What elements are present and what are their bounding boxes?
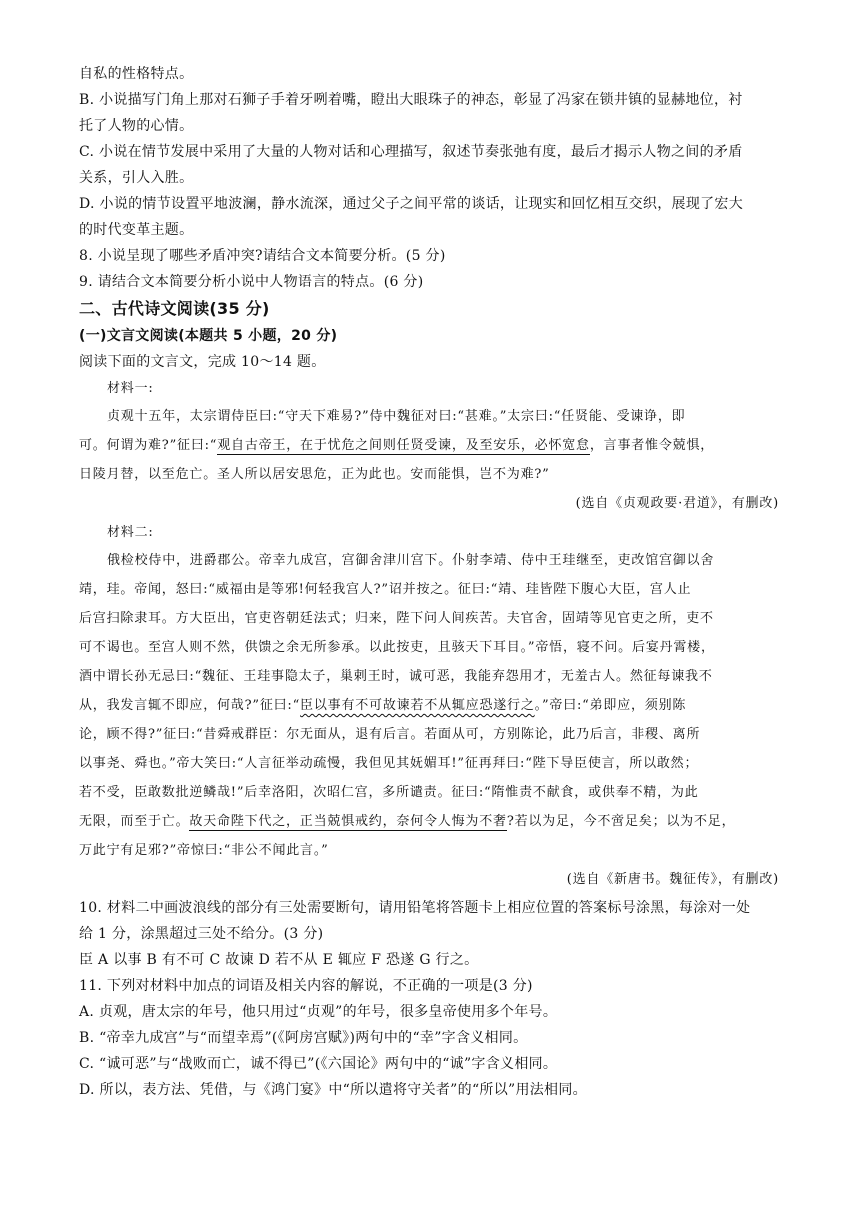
q7-option-a-tail: 自私的性格特点。 (79, 66, 194, 82)
question-10-options: 臣 A 以事 B 有不可 C 故谏 D 若不从 E 辄应 F 恐遂 G 行之。 (79, 952, 479, 968)
material-2-text: ?若以为足，今不啻足矣；以为不足， (506, 814, 736, 829)
question-9: 9. 请结合文本简要分析小说中人物语言的特点。(6 分) (79, 274, 424, 290)
material-2-line: 俄检校侍中，进爵郡公。帝幸九成宫，宫御舍津川宫下。仆射李靖、侍中王珪继至，吏改馆宫御以舍 (107, 553, 715, 568)
q7-option-c-line1: C. 小说在情节发展中采用了大量的人物对话和心理描写，叙述节奏张弛有度，最后才揭示人物之间的矛盾 (79, 144, 743, 160)
exam-page (79, 64, 781, 1106)
material-1-text: ，言事者惟令兢惧， (589, 438, 715, 453)
material-2-line: 万此宁有足邪?”帝惊曰:“非公不闻此言。” (79, 843, 329, 858)
material-2-line: 以事尧、舜也。”帝大笑曰:“人言征举动疏慢，我但见其妩媚耳!”征再拜曰:“陛下导臣使言，所以敢然； (79, 756, 699, 771)
question-11: 11. 下列对材料中加点的词语及相关内容的解说，不正确的一项是(3 分) (79, 978, 533, 994)
material-1-label: 材料一: (107, 381, 154, 396)
underlined-sentence: 观自古帝王，在于忧危之间则任贤受谏，及至安乐，必怀宽怠 (217, 438, 590, 453)
material-1-line (79, 435, 781, 464)
q7-option-d-line1: D. 小说的情节设置平地波澜，静水流深，通过父子之间平常的谈话，让现实和回忆相互交织，展现了宏大 (79, 196, 744, 212)
question-10-line2: 给 1 分，涂黑超过三处不给分。(3 分) (79, 926, 324, 942)
subsection-1-heading: (一)文言文阅读(本题共 5 小题，20 分) (79, 328, 338, 344)
material-2-line: 后宫扫除隶耳。方大臣出，官吏咨朝廷法式；归来，陛下问人间疾苦。夫官舍，固靖等见官吏之所，吏不 (79, 611, 714, 626)
q7-option-c-line2: 关系，引人入胜。 (79, 170, 194, 186)
q7-option-b-line1: B. 小说描写门角上那对石狮子手着牙咧着嘴，瞪出大眼珠子的神态，彰显了冯家在锁井镇的显赫地位，衬 (79, 92, 743, 108)
section-2-heading: 二、古代诗文阅读(35 分) (79, 299, 270, 318)
material-2-line: 论，顾不得?”征曰:“昔舜戒群臣：尔无面从，退有后言。若面从可，方别陈论，此乃后言，非稷、离所 (79, 727, 701, 742)
q11-option-b: B. “帝幸九成宫”与“而望幸焉”(《阿房宫赋》)两句中的“幸”字含义相同。 (79, 1030, 528, 1046)
wavy-underlined-sentence: 臣以事有不可故谏若不从辄应恐遂行之 (300, 698, 535, 713)
material-2-line (79, 695, 781, 724)
material-2-line (79, 811, 781, 840)
question-10-line1: 10. 材料二中画波浪线的部分有三处需要断句，请用铅笔将答题卡上相应位置的答案标号涂黑，每涂对一处 (79, 900, 751, 916)
q7-option-d-line2: 的时代变革主题。 (79, 222, 194, 238)
q11-option-d: D. 所以，表方法、凭借，与《鸿门宴》中“所以遣将守关者”的“所以”用法相同。 (79, 1082, 587, 1098)
material-2-label: 材料二: (107, 525, 154, 540)
material-1-line: 日陵月替，以至危亡。圣人所以居安思危，正为此也。安而能惧，岂不为难?” (79, 467, 550, 482)
material-1-line: 贞观十五年，太宗谓侍臣曰:“守天下难易?”侍中魏征对曰:“甚难。”太宗曰:“任贤能、受谏诤，即 (107, 409, 686, 424)
material-2-text: 。”帝曰:“弟即应，须别陈 (534, 698, 687, 713)
underlined-sentence: 故天命陛下代之，正当兢惧戒约，奈何令人悔为不奢 (189, 814, 507, 829)
q11-option-c: C. “诚可恶”与“战败而亡，诚不得已”(《六国论》两句中的“诚”字含义相同。 (79, 1056, 558, 1072)
material-2-text: 无限，而至于亡。 (79, 814, 190, 829)
material-2-line: 若不受，臣敢数批逆鳞哉!”后幸洛阳，次昭仁宫，多所谴责。征曰:“隋惟责不献食，或供奉不精，为此 (79, 785, 699, 800)
material-2-line: 可不谒也。至宫人则不然，供馈之余无所参承。以此按吏，且骇天下耳目。”帝悟，寝不问。后宴丹霄楼， (79, 640, 715, 655)
material-1-text: 可。何谓为难?”征曰:“ (79, 438, 218, 453)
q7-option-b-line2: 托了人物的心情。 (79, 118, 194, 134)
question-8: 8. 小说呈现了哪些矛盾冲突?请结合文本简要分析。(5 分) (79, 248, 446, 264)
material-2-source: (选自《新唐书。魏征传》，有删改) (566, 872, 779, 887)
q11-option-a: A. 贞观，唐太宗的年号，他只用过“贞观”的年号，很多皇帝使用多个年号。 (79, 1004, 558, 1020)
material-1-source: (选自《贞观政要·君道》，有删改) (575, 496, 779, 511)
material-2-line: 酒中谓长孙无忌曰:“魏征、王珪事隐太子，巢剌王时，诚可恶，我能弃怨用才，无羞古人。然征每谏我不 (79, 669, 713, 684)
reading-instruction: 阅读下面的文言文，完成 10～14 题。 (79, 354, 326, 370)
material-2-line: 靖，珪。帝闻，怒曰:“威福由是等邪!何轻我宫人?”诏并按之。征曰:“靖、珪皆陛下腹心大臣，宫人止 (79, 582, 692, 597)
material-2-text: 从，我发言辄不即应，何哉?”征曰:“ (79, 698, 301, 713)
